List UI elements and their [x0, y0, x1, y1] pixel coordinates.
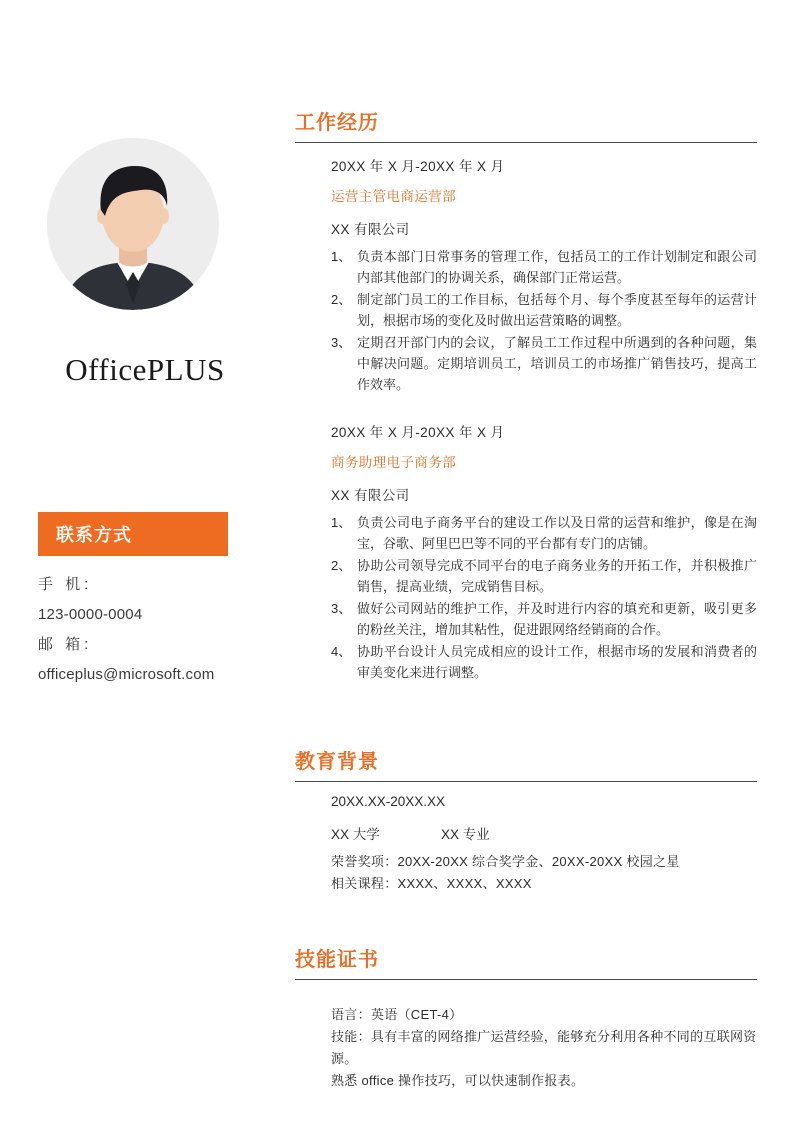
bullet-text: 制定部门员工的工作目标，包括每个月、每个季度甚至每年的运营计划，根据市场的变化及时做出运营策略的调整。 [357, 292, 757, 328]
bullet-number: 4、 [331, 644, 352, 659]
bullet-text: 负责公司电子商务平台的建设工作以及日常的运营和维护，像是在淘宝，谷歌、阿里巴巴等不同的平台都有专门的店铺。 [357, 515, 757, 551]
list-item [331, 598, 757, 640]
work-entry [295, 155, 757, 395]
education-honors: 荣誉奖项：20XX-20XX 综合奖学金、20XX-20XX 校园之星 [331, 854, 680, 869]
work-entry-bullets [331, 246, 757, 395]
person-avatar-illustration [47, 138, 219, 310]
bullet-number: 1、 [331, 515, 352, 530]
bullet-number: 3、 [331, 601, 352, 616]
list-item [331, 512, 757, 554]
work-entry-role: 商务助理电子商务部 [331, 455, 457, 470]
work-entry-company: XX 有限公司 [331, 488, 410, 503]
list-item [331, 246, 757, 288]
work-divider [295, 142, 757, 143]
education-date: 20XX.XX-20XX.XX [331, 794, 446, 809]
entry-spacer [295, 399, 757, 421]
section-education [295, 745, 757, 895]
contact-heading-label: 联系方式 [56, 525, 132, 545]
skills-spacer [295, 992, 757, 1004]
phone-label: 手 机: [38, 576, 93, 593]
education-university: XX 大学 [331, 827, 380, 842]
education-heading: 教育背景 [295, 751, 379, 773]
work-entry-company: XX 有限公司 [331, 222, 410, 237]
work-heading: 工作经历 [295, 112, 379, 134]
skills-heading: 技能证书 [295, 949, 379, 971]
list-item [331, 289, 757, 331]
education-courses: 相关课程：XXXX、XXXX、XXXX [331, 876, 532, 891]
bullet-number: 1、 [331, 249, 352, 264]
list-item [331, 332, 757, 395]
education-divider [295, 781, 757, 782]
work-entry [295, 421, 757, 683]
section-skills [295, 943, 757, 1092]
section-work-experience [295, 106, 757, 687]
bullet-text: 协助平台设计人员完成相应的设计工作，根据市场的发展和消费者的审美变化来进行调整。 [357, 644, 757, 680]
skills-line: 语言：英语（CET-4） [331, 1007, 463, 1022]
page-title: OfficePLUS [65, 352, 225, 387]
bullet-text: 负责本部门日常事务的管理工作，包括员工的工作计划制定和跟公司内部其他部门的协调关系，确保部门正常运营。 [357, 249, 757, 285]
education-major: XX 专业 [441, 827, 490, 842]
email-value: officeplus@microsoft.com [38, 666, 215, 683]
work-entry-role: 运营主管电商运营部 [331, 189, 457, 204]
work-entry-date: 20XX 年 X 月-20XX 年 X 月 [331, 425, 505, 440]
skills-line: 熟悉 office 操作技巧，可以快速制作报表。 [331, 1073, 585, 1088]
phone-value: 123-0000-0004 [38, 606, 143, 623]
education-school-row [295, 823, 757, 843]
contact-list [38, 570, 278, 690]
email-label: 邮 箱: [38, 636, 93, 653]
avatar-circle [47, 138, 219, 310]
bullet-text: 做好公司网站的维护工作，并及时进行内容的填充和更新，吸引更多的粉丝关注，增加其粘性，促进跟网络经销商的合作。 [357, 601, 757, 637]
bullet-text: 协助公司领导完成不同平台的电子商务业务的开拓工作，并积极推广销售，提高业绩，完成销售目标。 [357, 558, 757, 594]
contact-heading-banner [38, 512, 228, 556]
work-entry-bullets [331, 512, 757, 683]
skills-line: 技能：具有丰富的网络推广运营经验，能够充分利用各种不同的互联网资源。 [331, 1029, 757, 1066]
bullet-number: 3、 [331, 335, 352, 350]
list-item [331, 641, 757, 683]
work-entry-date: 20XX 年 X 月-20XX 年 X 月 [331, 159, 505, 174]
list-item [331, 555, 757, 597]
right-column [290, 0, 800, 1132]
bullet-number: 2、 [331, 558, 352, 573]
bullet-number: 2、 [331, 292, 352, 307]
avatar [47, 138, 219, 310]
skills-divider [295, 979, 757, 980]
bullet-text: 定期召开部门内的会议，了解员工工作过程中所遇到的各种问题，集中解决问题。定期培训员工，培训员工的市场推广销售技巧，提高工作效率。 [357, 335, 757, 392]
left-column [0, 0, 290, 1132]
